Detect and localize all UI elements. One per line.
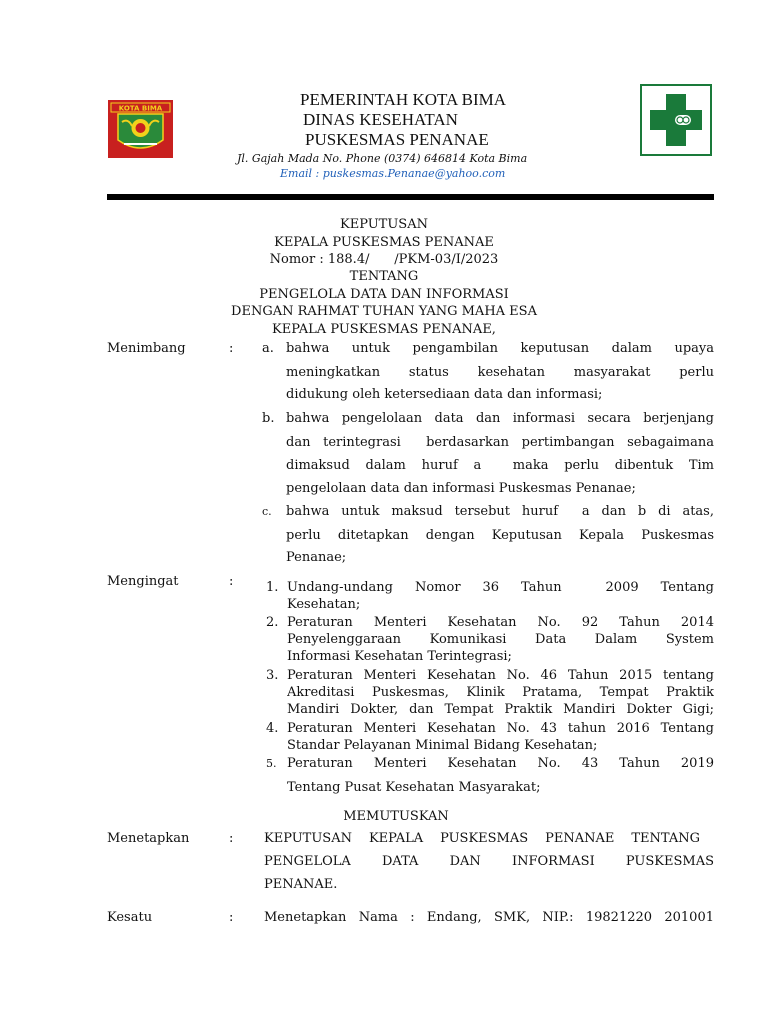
menimbang-c-line: bahwa untuk maksud tersebut huruf a dan b di atas, <box>286 504 714 519</box>
mengingat-item-line: Undang-undang Nomor 36 Tahun 2009 Tentang <box>287 580 714 595</box>
header-address: Jl. Gajah Mada No. Phone (0374) 646814 Kota Bima <box>237 152 528 165</box>
menetapkan-line: PENGELOLA DATA DAN INFORMASI PUSKESMAS <box>264 854 714 869</box>
mengingat-label: Mengingat <box>107 574 179 589</box>
mengingat-item-line: Informasi Kesehatan Terintegrasi; <box>287 649 512 664</box>
title-keputusan: KEPUTUSAN <box>340 217 428 232</box>
mengingat-item-number: 4. <box>266 721 279 736</box>
menimbang-b-line: bahwa pengelolaan data dan informasi secara berjenjang <box>286 411 714 426</box>
kesatu-colon: : <box>229 910 234 925</box>
menetapkan-colon: : <box>229 831 234 846</box>
menimbang-colon: : <box>229 341 234 356</box>
title-nomor: Nomor : 188.4/ /PKM-03/I/2023 <box>269 252 499 267</box>
mengingat-item-line: Peraturan Menteri Kesehatan No. 46 Tahun 2015 tentang <box>287 668 714 683</box>
emblem-label: KOTA BIMA <box>118 104 163 113</box>
title-tentang: TENTANG <box>349 269 419 284</box>
menimbang-c-letter: c. <box>262 505 272 518</box>
menimbang-b-line: dimaksud dalam huruf a maka perlu dibentuk Tim <box>286 458 714 473</box>
menimbang-b-line: pengelolaan data dan informasi Puskesmas Penanae; <box>286 481 636 496</box>
menimbang-a-line: bahwa untuk pengambilan keputusan dalam upaya <box>286 341 714 356</box>
mengingat-item-number: 2. <box>266 615 279 630</box>
header-email: Email : puskesmas.Penanae@yahoo.com <box>280 167 506 180</box>
mengingat-item-line: Tentang Pusat Kesehatan Masyarakat; <box>287 780 541 795</box>
header-line-2: DINAS KESEHATAN <box>303 110 458 129</box>
mengingat-item-line: Kesehatan; <box>287 597 361 612</box>
mengingat-item-line: Penyelenggaraan Komunikasi Data Dalam System <box>287 632 714 647</box>
menimbang-c-line: Penanae; <box>286 550 347 565</box>
menetapkan-line: KEPUTUSAN KEPALA PUSKESMAS PENANAE TENTANG <box>264 831 700 846</box>
kota-bima-emblem <box>108 100 173 158</box>
mengingat-item-line: Standar Pelayanan Minimal Bidang Kesehatan; <box>287 738 598 753</box>
menimbang-a-letter: a. <box>262 341 274 356</box>
puskesmas-logo <box>640 84 712 156</box>
memutuskan-heading: MEMUTUSKAN <box>343 809 449 824</box>
menetapkan-label: Menetapkan <box>107 831 190 846</box>
mengingat-item-line: Peraturan Menteri Kesehatan No. 43 tahun 2016 Tentang <box>287 721 714 736</box>
mengingat-item-line: Mandiri Dokter, dan Tempat Praktik Mandiri Dokter Gigi; <box>287 702 714 717</box>
menimbang-a-line: didukung oleh ketersediaan data dan informasi; <box>286 387 603 402</box>
menimbang-c-line: perlu ditetapkan dengan Keputusan Kepala Puskesmas <box>286 528 714 543</box>
title-rahmat: DENGAN RAHMAT TUHAN YANG MAHA ESA <box>231 304 537 319</box>
title-kepala: KEPALA PUSKESMAS PENANAE <box>274 235 494 250</box>
title-subject: PENGELOLA DATA DAN INFORMASI <box>259 287 509 302</box>
menimbang-b-letter: b. <box>262 411 275 426</box>
mengingat-item-line: Akreditasi Puskesmas, Klinik Pratama, Tempat Praktik <box>287 685 714 700</box>
mengingat-item-number: 3. <box>266 668 279 683</box>
mengingat-item-number: 1. <box>266 580 279 595</box>
menimbang-b-line: dan terintegrasi berdasarkan pertimbangan sebagaimana <box>286 435 714 450</box>
menimbang-a-line: meningkatkan status kesehatan masyarakat perlu <box>286 365 714 380</box>
mengingat-item-line: Peraturan Menteri Kesehatan No. 92 Tahun 2014 <box>287 615 714 630</box>
kesatu-text: Menetapkan Nama : Endang, SMK, NIP.: 19821220 201001 <box>264 910 714 925</box>
header-rule <box>107 194 714 200</box>
menetapkan-line: PENANAE. <box>264 877 338 892</box>
header-line-1: PEMERINTAH KOTA BIMA <box>300 90 507 109</box>
title-kepala-2: KEPALA PUSKESMAS PENANAE, <box>272 322 496 337</box>
mengingat-item-number: 5. <box>266 757 277 770</box>
header-line-3: PUSKESMAS PENANAE <box>305 130 489 149</box>
menimbang-label: Menimbang <box>107 341 186 356</box>
mengingat-item-line: Peraturan Menteri Kesehatan No. 43 Tahun 2019 <box>287 756 714 771</box>
mengingat-colon: : <box>229 574 234 589</box>
kesatu-label: Kesatu <box>107 910 153 925</box>
